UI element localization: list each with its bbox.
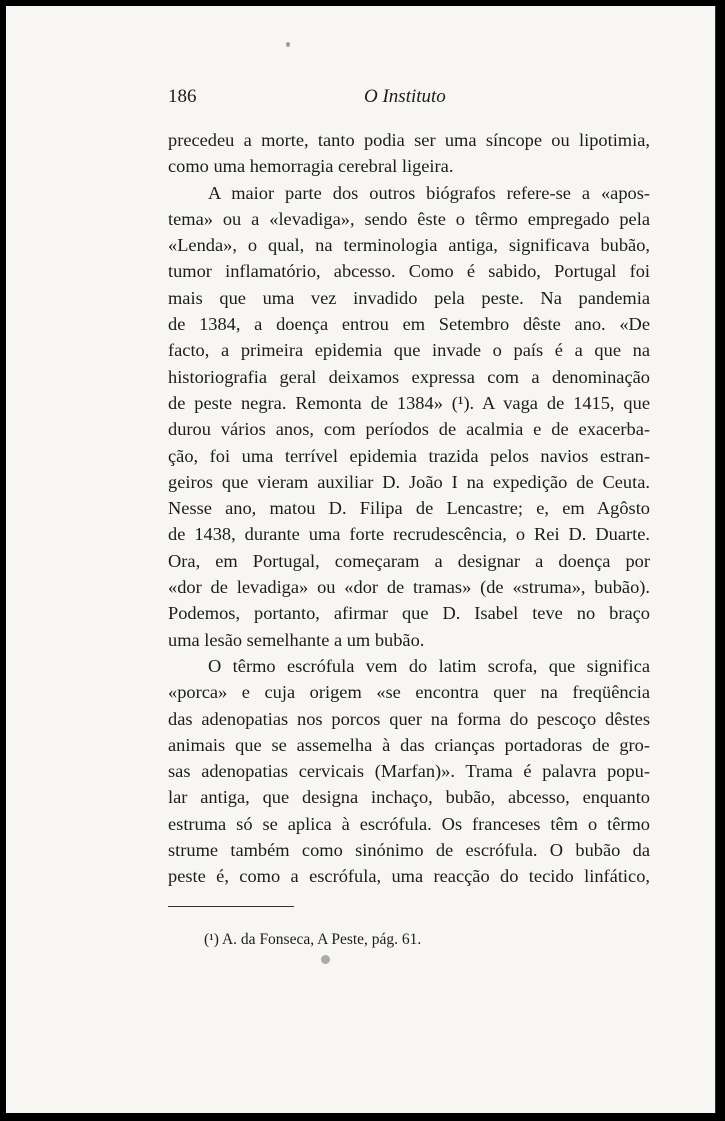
text-line: «porca» e cuja origem «se encontra quer na freqüência (168, 682, 650, 703)
footnote: (¹) A. da Fonseca, A Peste, pág. 61. (204, 931, 422, 948)
text-line: de 1438, durante uma forte recrudescência, o Rei D. Duarte. (168, 524, 650, 545)
ink-speck (286, 42, 290, 47)
footnote-rule (168, 906, 294, 907)
text-line: estruma só se aplica à escrófula. Os franceses têm o têrmo (168, 813, 650, 834)
text-line: de peste negra. Remonta de 1384» (¹). A vaga de 1415, que (168, 392, 650, 413)
text-line: Ora, em Portugal, começaram a designar a doença por (168, 550, 650, 571)
text-line: das adenopatias nos porcos quer na forma do pescoço dêstes (168, 708, 650, 729)
book-page (6, 6, 716, 1113)
text-line: «Lenda», o qual, na terminologia antiga, significava bubão, (168, 235, 650, 256)
text-line: ção, foi uma terrível epidemia trazida pelos navios estran- (168, 445, 650, 466)
running-title: O Instituto (364, 86, 446, 107)
text-line: Nesse ano, matou D. Filipa de Lencastre; e, em Agôsto (168, 498, 650, 519)
text-line: facto, a primeira epidemia que invade o país é a que na (168, 340, 650, 361)
text-line: O têrmo escrófula vem do latim scrofa, que significa (208, 655, 650, 676)
text-line: Podemos, portanto, afirmar que D. Isabel teve no braço (168, 603, 650, 624)
text-line: tema» ou a «levadiga», sendo êste o têrmo empregado pela (168, 208, 650, 229)
text-line: strume também como sinónimo de escrófula. O bubão da (168, 840, 650, 861)
text-line: mais que uma vez invadido pela peste. Na pandemia (168, 287, 650, 308)
text-line: peste é, como a escrófula, uma reacção do tecido linfático, (168, 866, 650, 887)
text-line: «dor de levadiga» ou «dor de tramas» (de «struma», bubão). (168, 577, 650, 598)
ink-speck (321, 955, 330, 964)
text-line: de 1384, a doença entrou em Setembro dêste ano. «De (168, 314, 650, 335)
text-line: como uma hemorragia cerebral ligeira. (168, 156, 454, 177)
body-text (168, 127, 650, 890)
text-line: lar antiga, que designa inchaço, bubão, abcesso, enquanto (168, 787, 650, 808)
text-line: animais que se assemelha à das crianças portadoras de gro- (168, 734, 650, 755)
page-number: 186 (168, 86, 197, 107)
text-line: historiografia geral deixamos expressa com a denominação (168, 366, 650, 387)
running-header (168, 86, 650, 110)
text-line: precedeu a morte, tanto podia ser uma síncope ou lipotimia, (168, 130, 650, 150)
text-line: tumor inflamatório, abcesso. Como é sabido, Portugal foi (168, 261, 650, 282)
text-line: durou vários anos, com períodos de acalmia e de exacerba- (168, 419, 650, 440)
text-line: A maior parte dos outros biógrafos refere-se a «apos- (208, 182, 650, 203)
text-line: sas adenopatias cervicais (Marfan)». Trama é palavra popu- (168, 761, 650, 782)
text-line: uma lesão semelhante a um bubão. (168, 629, 425, 650)
text-line: geiros que vieram auxiliar D. João I na expedição de Ceuta. (168, 471, 650, 492)
